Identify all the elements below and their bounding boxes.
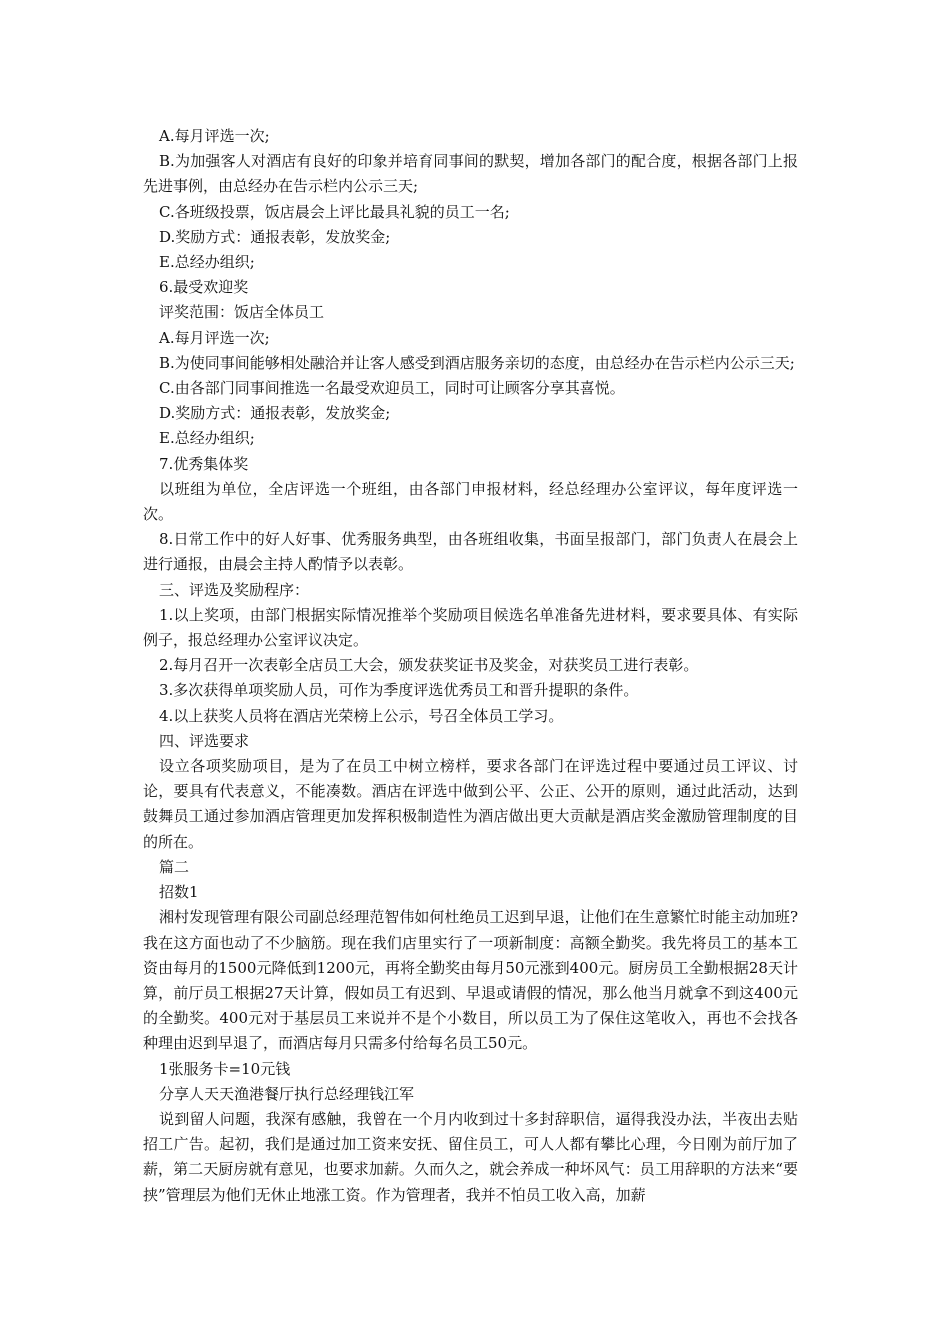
section-3-heading: 三、评选及奖励程序： [159,580,310,599]
section-4-heading: 四、评选要求 [159,731,250,750]
paragraph-requirements: 设立各项奖励项目，是为了在员工中树立榜样，要求各部门在评选过程中要通过员工评议、讨论，要具有代表意义，不能凑数。酒店在评选中做到公平、公正、公开的原则，通过此活动，达到鼓舞员工通过参加酒店管理更加发挥积极制造性为酒店做出更大贡献是酒店奖金激励管理制度的目的所在。 [143,757,798,851]
section-6-heading: 6.最受欢迎奖 [159,278,249,297]
paragraph-good-deeds: 8.日常工作中的好人好事、优秀服务典型，由各班组收集，书面呈报部门，部门负责人在晨会上进行通报，由晨会主持人酌情予以表彰。 [143,530,798,574]
paragraph-a-monthly-2: A.每月评选一次; [159,328,270,347]
section-7-heading: 7.优秀集体奖 [159,454,249,473]
paragraph-procedure-1: 1.以上奖项，由部门根据实际情况推举个奖励项目候选名单准备先进材料，要求要具体、有实际例子，报总经理办公室评议决定。 [143,605,798,650]
paragraph-attendance-bonus: 湘村发现管理有限公司副总经理范智伟如何杜绝员工迟到早退，让他们在生意繁忙时能主动加班?我在这方面也动了不少脑筋。现在我们店里实行了一项新制度：高额全勤奖。我先将员工的基本工资由每月的1500元降低到1200元，再将全勤奖由每月50元涨到400元。厨房员工全勤根据28天计算，前厅员工根据27天计算，假如员工有迟到、早退或请假的情况，那么他当月就拿不到这400元的全勤奖。400元对于基层员工来说并不是个小数目，所以员工为了保住这笔收入，再也不会找各种理由迟到早退了，而酒店每月只需多付给每名员工50元。 [143,908,798,1053]
paragraph-procedure-4: 4.以上获奖人员将在酒店光荣榜上公示，号召全体员工学习。 [159,706,564,725]
subheading-service-card: 1张服务卡=10元钱 [159,1059,291,1078]
paragraph-team-award: 以班组为单位，全店评选一个班组，由各部门申报材料，经总经理办公室评议，每年度评选一次。 [143,479,798,524]
subheading-sharer: 分享人天天渔港餐厅执行总经理钱江军 [159,1084,415,1103]
paragraph-procedure-3: 3.多次获得单项奖励人员，可作为季度评选优秀员工和晋升提职的条件。 [159,681,639,700]
paragraph-d-reward: D.奖励方式：通报表彰，发放奖金; [159,227,391,246]
paragraph-b-impression: B.为加强客人对酒店有良好的印象并培育同事间的默契，增加各部门的配合度，根据各部门上报先进事例，由总经办在告示栏内公示三天; [143,152,798,196]
paragraph-e-organizer: E.总经办组织; [159,253,255,272]
paragraph-c-popular: C.由各部门同事间推选一名最受欢迎员工，同时可让顾客分享其喜悦。 [159,379,625,398]
part-2-heading: 篇二 [159,857,190,876]
paragraph-award-scope: 评奖范围：饭店全体员工 [159,303,325,322]
paragraph-retention: 说到留人问题，我深有感触，我曾在一个月内收到过十多封辞职信，逼得我没办法，半夜出去贴招工广告。起初，我们是通过加工资来安抚、留住员工，可人人都有攀比心理，今日刚为前厅加了薪，第二天厨房就有意见，也要求加薪。久而久之，就会养成一种坏风气：员工用辞职的方法来“要挟”管理层为他们无休止地涨工资。作为管理者，我并不怕员工收入高，加薪 [143,1109,798,1204]
tip-1-heading: 招数1 [159,883,199,902]
paragraph-e-organizer-2: E.总经办组织; [159,429,255,448]
paragraph-d-reward-2: D.奖励方式：通报表彰，发放奖金; [159,404,391,423]
paragraph-a-monthly: A.每月评选一次; [159,127,270,145]
paragraph-b-harmony: B.为使同事间能够相处融洽并让客人感受到酒店服务亲切的态度，由总经办在告示栏内公示三天; [159,353,795,372]
paragraph-c-vote: C.各班级投票，饭店晨会上评比最具礼貌的员工一名; [159,202,510,221]
paragraph-procedure-2: 2.每月召开一次表彰全店员工大会，颁发获奖证书及奖金，对获奖员工进行表彰。 [159,656,699,675]
